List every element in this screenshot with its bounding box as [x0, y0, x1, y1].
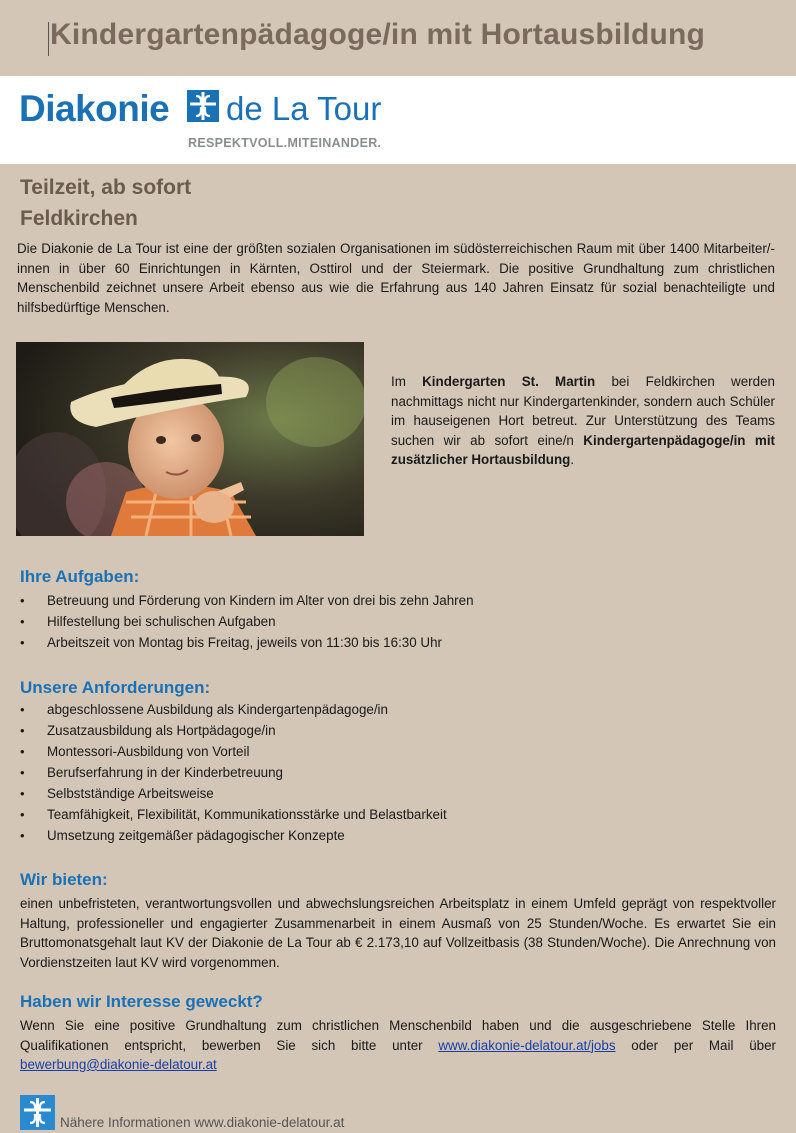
bieten-heading: Wir bieten:: [20, 870, 108, 889]
list-item: • abgeschlossene Ausbildung als Kindergartenpädagoge/in: [20, 699, 447, 720]
list-item: • Selbstständige Arbeitsweise: [20, 783, 447, 804]
job-type: Teilzeit, ab sofort: [20, 176, 192, 199]
footer-info: Nähere Informationen www.diakonie-delatour.at: [60, 1115, 345, 1130]
list-item: • Teamfähigkeit, Flexibilität, Kommunikationsstärke und Belastbarkeit: [20, 804, 447, 825]
child-with-straw-hat-photo: [16, 342, 364, 536]
kindergarten-name: Kindergarten St. Martin: [422, 374, 596, 389]
list-item: • Montessori-Ausbildung von Vorteil: [20, 741, 447, 762]
jobs-link[interactable]: www.diakonie-delatour.at/jobs: [438, 1037, 616, 1053]
title-bar: [0, 0, 796, 76]
email-link[interactable]: bewerbung@diakonie-delatour.at: [20, 1057, 217, 1072]
page-title: Kindergartenpädagoge/in mit Hortausbildung: [50, 18, 706, 51]
interesse-paragraph: Wenn Sie eine positive Grundhaltung zum christlichen Menschenbild haben und die ausgeschriebene Stelle Ihren Qualifikationen entspricht, bewerben Sie sich bitte unter www.diakonie-delatour.at/jobs oder per Mail über bewerbung@diakonie-delatour.at: [20, 1018, 776, 1072]
anforderungen-list: [20, 699, 447, 846]
list-item: • Betreuung und Förderung von Kindern im Alter von drei bis zehn Jahren: [20, 590, 474, 611]
aufgaben-heading: Ihre Aufgaben:: [20, 567, 140, 586]
text-cursor: [48, 22, 49, 56]
list-item: • Hilfestellung bei schulischen Aufgaben: [20, 611, 474, 632]
diakonie-cross-icon: [187, 90, 219, 122]
job-location: Feldkirchen: [20, 207, 138, 230]
anforderungen-heading: Unsere Anforderungen:: [20, 678, 211, 697]
logo-band: [0, 76, 796, 164]
aufgaben-list: [20, 590, 474, 653]
diakonie-logo-icon: [20, 1095, 55, 1130]
position-title: Kindergartenpädagoge/in mit zusätzlicher Hortausbildung: [391, 432, 776, 467]
intro-paragraph: Die Diakonie de La Tour ist eine der größten sozialen Organisationen im südösterreichischen Raum mit über 1400 Mitarbeiter/-innen in über 60 Einrichtungen in Kärnten, Osttirol und der Steiermark. Die positive Grundhaltung zum christlichen Menschenbild zeichnet unsere Arbeit ebenso aus wie die Erfahrung aus 140 Jahren Einsatz für sozial benachteiligte und hilfsbedürftige Menschen.: [17, 241, 775, 315]
interesse-heading: Haben wir Interesse geweckt?: [20, 992, 263, 1011]
logo-suffix: de La Tour: [226, 90, 382, 127]
aside-paragraph: Im Kindergarten St. Martin bei Feldkirchen werden nachmittags nicht nur Kindergartenkinder, sondern auch Schüler im hauseigenen Hort betreut. Zur Unterstützung des Teams suchen wir ab sofort eine/n Kindergartenpädagoge/in mit zusätzlicher Hortausbildung.: [391, 374, 776, 467]
logo-name: Diakonie: [19, 88, 170, 129]
list-item: • Umsetzung zeitgemäßer pädagogischer Konzepte: [20, 825, 447, 846]
bieten-paragraph: einen unbefristeten, verantwortungsvollen und abwechslungsreichen Arbeitsplatz in einem Umfeld geprägt von respektvoller Haltung, professioneller und engagierter Zusammenarbeit in einem Ausmaß von 25 Stunden/Woche. Es erwartet Sie ein Bruttomonatsgehalt laut KV der Diakonie de La Tour ab € 2.173,10 auf Vollzeitbasis (38 Stunden/Woche). Die Anrechnung von Vordienstzeiten laut KV wird vorgenommen.: [20, 896, 776, 970]
logo-tagline: RESPEKTVOLL.MITEINANDER.: [188, 136, 382, 150]
list-item: • Berufserfahrung in der Kinderbetreuung: [20, 762, 447, 783]
list-item: • Zusatzausbildung als Hortpädagoge/in: [20, 720, 447, 741]
list-item: • Arbeitszeit von Montag bis Freitag, jeweils von 11:30 bis 16:30 Uhr: [20, 632, 474, 653]
